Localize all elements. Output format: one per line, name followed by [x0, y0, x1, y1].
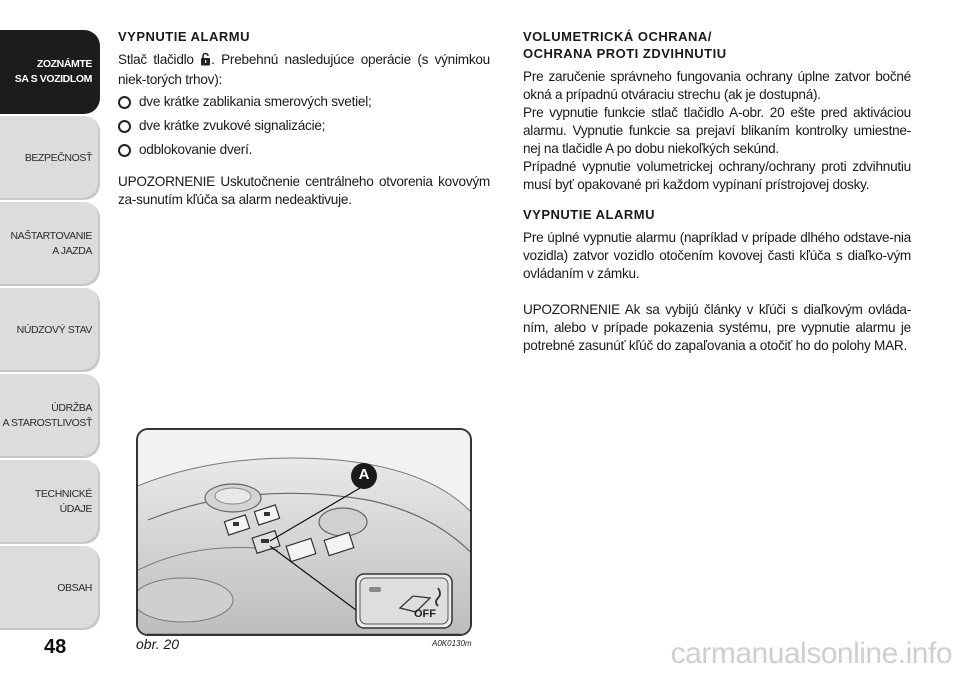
- section-heading-volumetric: VOLUMETRICKÁ OCHRANA/: [523, 29, 712, 44]
- warning-note-battery: UPOZORNENIE Ak sa vybijú články v kľúči s diaľkovým ovláda-ním, alebo v prípade pokazenia systému, pre vypnutie alarmu je potrebné zasunúť kľúč do zapaľovania a otočiť ho do polohy MAR.: [523, 302, 911, 353]
- unlock-icon: [200, 52, 211, 71]
- paragraph-repeat: Prípadné vypnutie volumetrickej ochrany/ochrany proti zdvihnutiu musí byť opakované pri každom vypínaní prístrojovej dosky.: [523, 159, 911, 192]
- list-item: [118, 93, 490, 111]
- bullet-circle-icon: [118, 120, 131, 133]
- paragraph-windows: Pre zaručenie správneho fungovania ochrany úplne zatvor bočné okná a prípadnú otváraciu strechu (ak je dostupná).: [523, 69, 911, 102]
- warning-note: UPOZORNENIE Uskutočnenie centrálneho otvorenia kovovým za-sunutím kľúča sa alarm nedeaktivuje.: [118, 174, 490, 207]
- left-column: [118, 28, 490, 209]
- figure-overhead-console: [136, 428, 472, 636]
- section-heading-alarm-off-2: VYPNUTIE ALARMU: [523, 207, 655, 222]
- page-number: 48: [44, 636, 67, 658]
- intro-paragraph: [118, 51, 490, 89]
- overhead-console-illustration: [138, 430, 470, 634]
- right-column: [523, 28, 911, 355]
- off-button-label: OFF: [414, 608, 436, 620]
- section-heading-anti-lift: OCHRANA PROTI ZDVIHNUTIU: [523, 46, 727, 61]
- callout-label-a: A: [358, 466, 370, 483]
- section-heading-alarm-off: VYPNUTIE ALARMU: [118, 29, 250, 44]
- intro-text-end: . Prebehnú nasledujúce operácie (s výnimkou niek-torých trhov):: [118, 52, 490, 87]
- list-item-text: dve krátke zvukové signalizácie;: [139, 118, 326, 133]
- tab-obsah[interactable]: OBSAH: [0, 546, 100, 630]
- paragraph-full-disable: Pre úplné vypnutie alarmu (napríklad v prípade dlhého odstave-nia vozidla) zatvor vozidlo otočením kovovej časti kľúča s diaľko-vým ovládaním v zámku.: [523, 230, 911, 281]
- list-item: [118, 117, 490, 135]
- tab-zoznamte-sa-s-vozidlom[interactable]: ZOZNÁMTE SA S VOZIDLOM: [0, 30, 100, 114]
- tab-bezpecnost[interactable]: BEZPEČNOSŤ: [0, 116, 100, 200]
- list-item-text: dve krátke zablikania smerových svetiel;: [139, 94, 372, 109]
- operations-list: [118, 93, 490, 159]
- tab-nudzovy-stav[interactable]: NÚDZOVÝ STAV: [0, 288, 100, 372]
- tab-technicke-udaje[interactable]: TECHNICKÉ ÚDAJE: [0, 460, 100, 544]
- tab-udrzba-a-starostlivost[interactable]: ÚDRŽBA A STAROSTLIVOSŤ: [0, 374, 100, 458]
- watermark: carmanualsonline.info: [670, 637, 952, 670]
- tab-nastartovanie-a-jazda[interactable]: NAŠTARTOVANIE A JAZDA: [0, 202, 100, 286]
- bullet-circle-icon: [118, 144, 131, 157]
- list-item: [118, 141, 490, 159]
- list-item-text: odblokovanie dverí.: [139, 142, 253, 157]
- figure-caption: obr. 20: [136, 636, 180, 652]
- paragraph-disable-function: Pre vypnutie funkcie stlač tlačidlo A-obr. 20 ešte pred aktiváciou alarmu. Vypnutie funkcie sa prejaví blikaním kontrolky umiestne-nej na tlačidle A po dobu niekoľkých sekúnd.: [523, 105, 911, 156]
- figure-code: A0K0130m: [432, 639, 472, 648]
- bullet-circle-icon: [118, 96, 131, 109]
- intro-text-start: Stlač tlačidlo: [118, 52, 201, 67]
